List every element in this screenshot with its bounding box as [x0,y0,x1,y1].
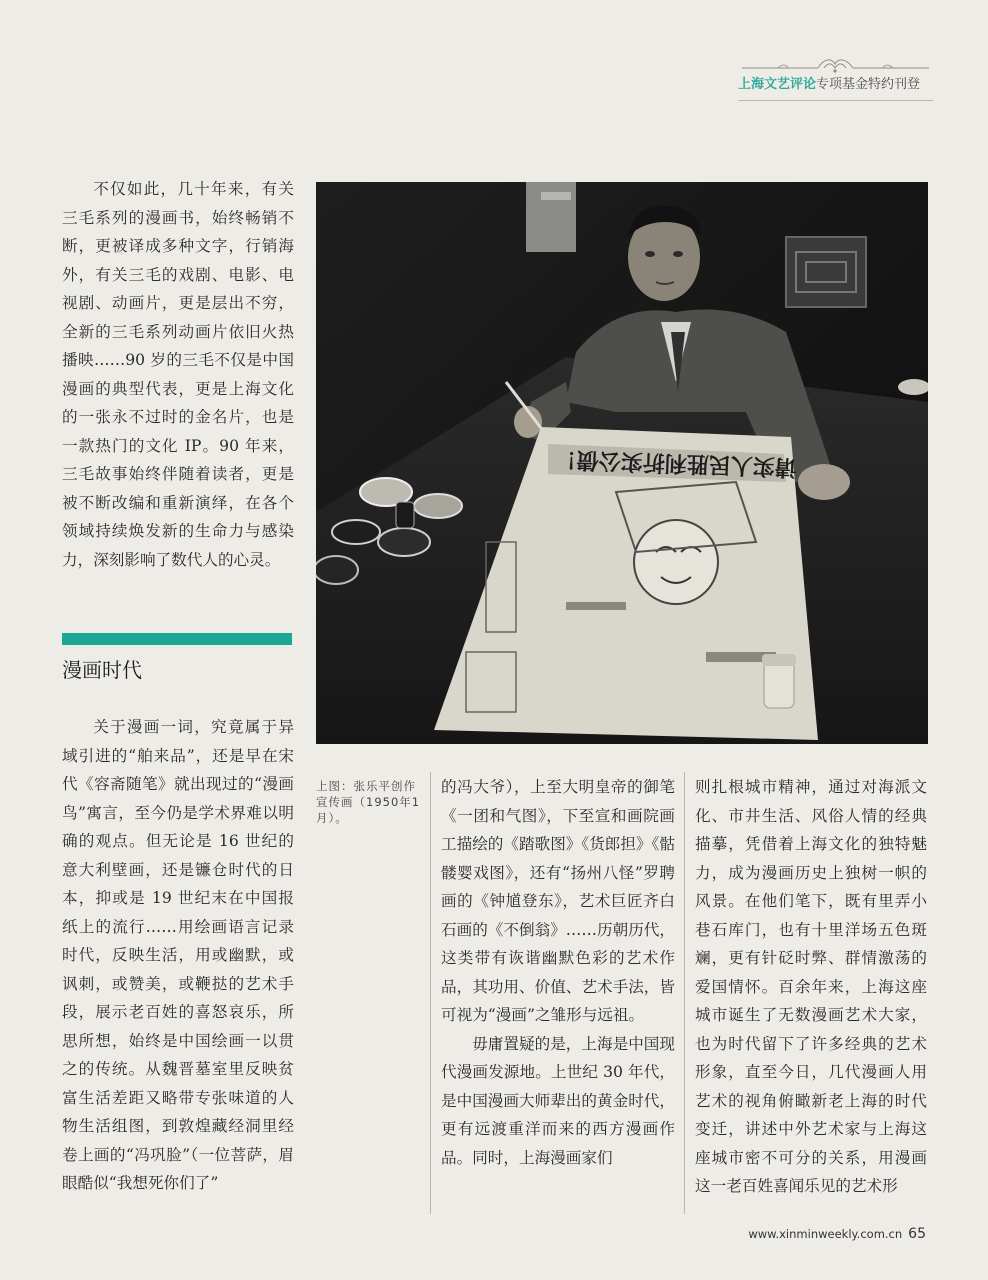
paragraph-shanghai-culture: 则扎根城市精神，通过对海派文化、市井生活、风俗人情的经典描摹，凭借着上海文化的独特魅力，成为漫画历史上独树一帜的风景。在他们笔下，既有里弄小巷石库门，也有十里洋场五色斑斓，更有针砭时弊、群情激荡的爱国情怀。百余年来，上海这座城市诞生了无数漫画艺术大家，也为时代留下了许多经典的艺术形象，直至今日，几代漫画人用艺术的视角俯瞰新老上海的时代变迁，讲述中外艺术家与上海这座城市密不可分的关系，用漫画这一老百姓喜闻乐见的艺术形 [695,778,927,1195]
photo-caption: 上图：张乐平创作宣传画（1950年1月）。 [316,779,421,825]
sponsor-note: 专项基金特约刊登 [816,77,921,92]
section-accent-bar [62,633,292,645]
header-rule [738,100,933,101]
paragraph-shanghai-origin: 毋庸置疑的是，上海是中国现代漫画发源地。上世纪 30 年代，是中国漫画大师辈出的黄金时代，更有远渡重洋而来的西方漫画作品。同时，上海漫画家们 [441,1034,675,1167]
paragraph-historical-examples: 的冯大爷），上至大明皇帝的御笔《一团和气图》，下至宣和画院画工描绘的《踏歌图》《货郎担》《骷髅婴戏图》，还有“扬州八怪”罗聘画的《钟馗登东》，艺术巨匠齐白石画的《不倒翁》……历朝历代，这类带有诙谐幽默色彩的艺术作品，其功用、价值、艺术手法，皆可视为“漫画”之雏形与远祖。 [441,778,675,1024]
header-ornament [738,54,933,76]
paragraph-intro: 不仅如此，几十年来，有关三毛系列的漫画书，始终畅销不断，更被译成多种文字，行销海外，有关三毛的戏剧、电影、电视剧、动画片，更是层出不穷，全新的三毛系列动画片依旧火热播映……90 岁的三毛不仅是中国漫画的典型代表，更是上海文化的一张永不过时的金名片，也是一款热门的文化 IP。90 年来，三毛故事始终伴随着读者，更是被不断改编和重新演绎，在各个领域持续焕发新的生命力与感染力，深刻影响了数代人的心灵。 [62,180,294,569]
section-title: 漫画时代 [62,658,142,682]
page-footer [748,1226,926,1242]
article-column-right [695,773,927,1201]
poster-headline: 请实人民胜利折实公债！ [554,445,798,480]
header-title [738,76,938,94]
publication-name: 上海文艺评论 [738,77,817,92]
page-number: 65 [908,1226,926,1242]
column-divider-left [430,772,431,1214]
article-column-left-bottom [62,713,294,1198]
article-column-left-top [62,175,294,574]
article-column-middle [441,773,675,1172]
artist-photo [316,182,928,744]
column-divider-right [684,772,685,1214]
website-link[interactable]: www.xinminweekly.com.cn [748,1227,903,1241]
paragraph-comics-definition: 关于漫画一词，究竟属于异域引进的“舶来品”，还是早在宋代《容斋随笔》就出现过的“漫画鸟”寓言，至今仍是学术界难以明确的观点。但无论是 16 世纪的意大利壁画，还是镰仓时代的日本，抑或是 19 世纪末在中国报纸上的流行……用绘画语言记录时代，反映生活，用或幽默，或讽刺，或赞美，或鞭挞的艺术手段，展示老百姓的喜怒哀乐，所思所想，始终是中国绘画一以贯之的传统。从魏晋墓室里反映贫富生活差距又略带专张味道的人物生活组图，到敦煌藏经洞里经卷上画的“冯巩脸”（一位菩萨，眉眼酷似“我想死你们了” [62,718,294,1192]
